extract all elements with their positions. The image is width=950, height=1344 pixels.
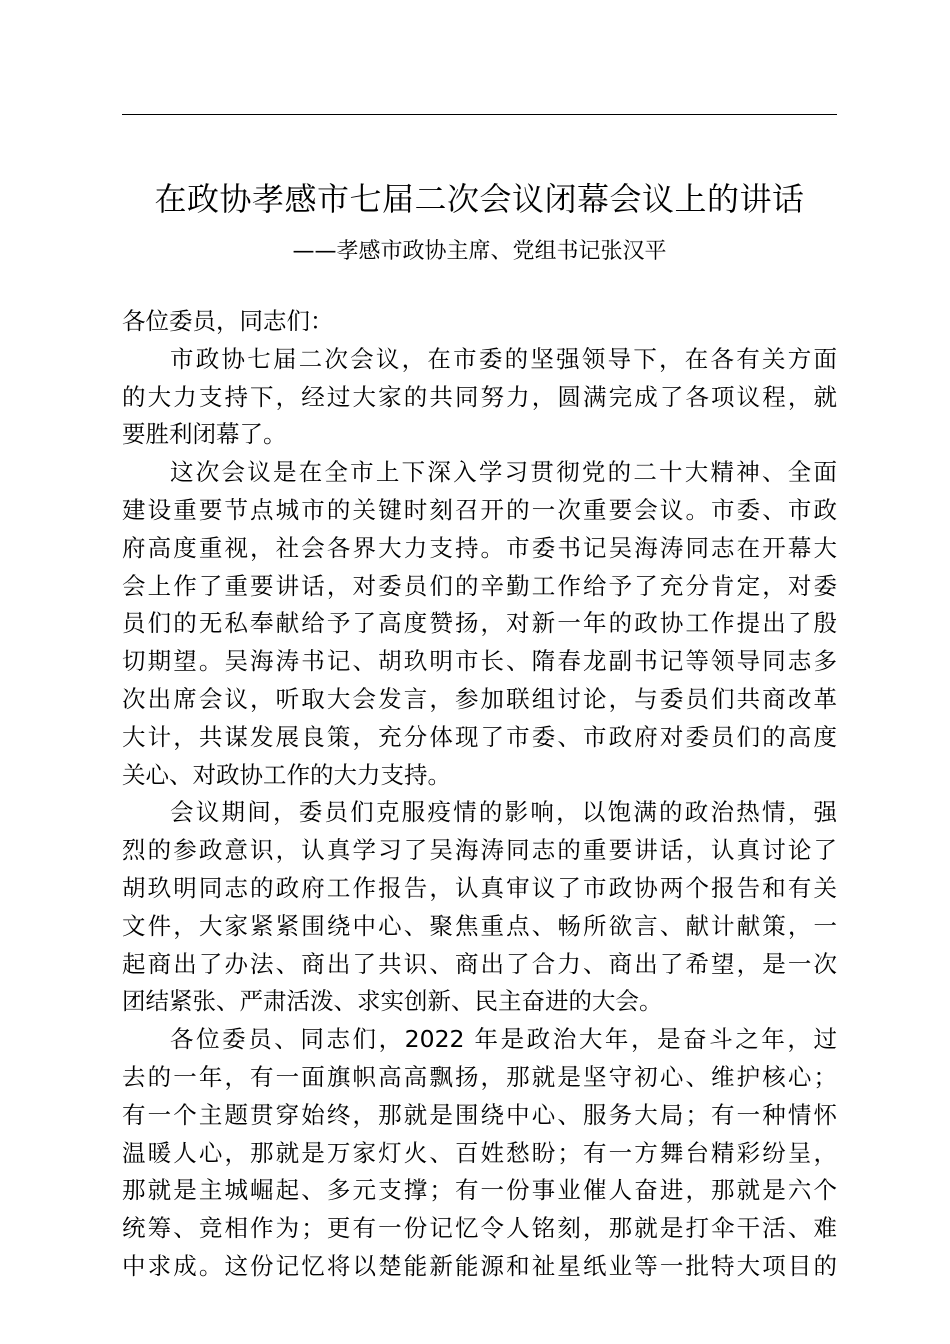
text-line: 切期望。吴海涛书记、胡玖明市长、隋春龙副书记等领导同志多 (122, 647, 837, 676)
text-line: 烈的参政意识，认真学习了吴海涛同志的重要讲话，认真讨论了 (122, 836, 837, 865)
text-line: 团结紧张、严肃活泼、求实创新、民主奋进的大会。 (122, 987, 663, 1016)
document-title: 在政协孝感市七届二次会议闭幕会议上的讲话 (154, 180, 805, 218)
text-line: 关心、对政协工作的大力支持。 (122, 760, 451, 789)
body-lines (122, 341, 837, 1286)
text-line: 去的一年，有一面旗帜高高飘扬，那就是坚守初心、维护核心； (122, 1062, 837, 1091)
text-line: 市政协七届二次会议，在市委的坚强领导下，在各有关方面 (170, 344, 837, 373)
header-rule (122, 114, 837, 115)
text-line: 建设重要节点城市的关键时刻召开的一次重要会议。市委、市政 (122, 495, 837, 524)
text-line: 有一个主题贯穿始终，那就是围绕中心、服务大局；有一种情怀 (122, 1100, 837, 1129)
text-line: 会上作了重要讲话，对委员们的辛勤工作给予了充分肯定，对委 (122, 571, 837, 600)
text-line: 大计，共谋发展良策，充分体现了市委、市政府对委员们的高度 (122, 722, 837, 751)
text-line: 胡玖明同志的政府工作报告，认真审议了市政协两个报告和有关 (122, 873, 837, 902)
text-line: 中求成。这份记忆将以楚能新能源和祉星纸业等一批特大项目的 (122, 1251, 837, 1280)
salutation: 各位委员，同志们： (122, 307, 334, 335)
text-line: 各位委员、同志们，2022 年是政治大年，是奋斗之年，过 (170, 1025, 837, 1054)
text-line: 次出席会议，听取大会发言，参加联组讨论，与委员们共商改革 (122, 684, 837, 713)
text-line: 会议期间，委员们克服疫情的影响，以饱满的政治热情，强 (170, 798, 837, 827)
document-body (122, 303, 837, 1286)
text-line: 文件，大家紧紧围绕中心、聚焦重点、畅所欲言、献计献策，一 (122, 911, 837, 940)
text-line: 那就是主城崛起、多元支撑；有一份事业催人奋进，那就是六个 (122, 1176, 837, 1205)
text-line: 温暖人心，那就是万家灯火、百姓愁盼；有一方舞台精彩纷呈， (122, 1138, 837, 1167)
text-line: 统筹、竞相作为；更有一份记忆令人铭刻，那就是打伞干活、难 (122, 1214, 837, 1243)
text-line: 要胜利闭幕了。 (122, 420, 287, 449)
text-line: 起商出了办法、商出了共识、商出了合力、商出了希望，是一次 (122, 949, 837, 978)
text-line: 员们的无私奉献给予了高度赞扬，对新一年的政协工作提出了殷 (122, 609, 837, 638)
text-line: 这次会议是在全市上下深入学习贯彻党的二十大精神、全面 (170, 458, 837, 487)
document-subtitle: ——孝感市政协主席、党组书记张汉平 (292, 239, 667, 264)
text-line: 府高度重视，社会各界大力支持。市委书记吴海涛同志在开幕大 (122, 533, 837, 562)
text-line: 的大力支持下，经过大家的共同努力，圆满完成了各项议程，就 (122, 382, 837, 411)
